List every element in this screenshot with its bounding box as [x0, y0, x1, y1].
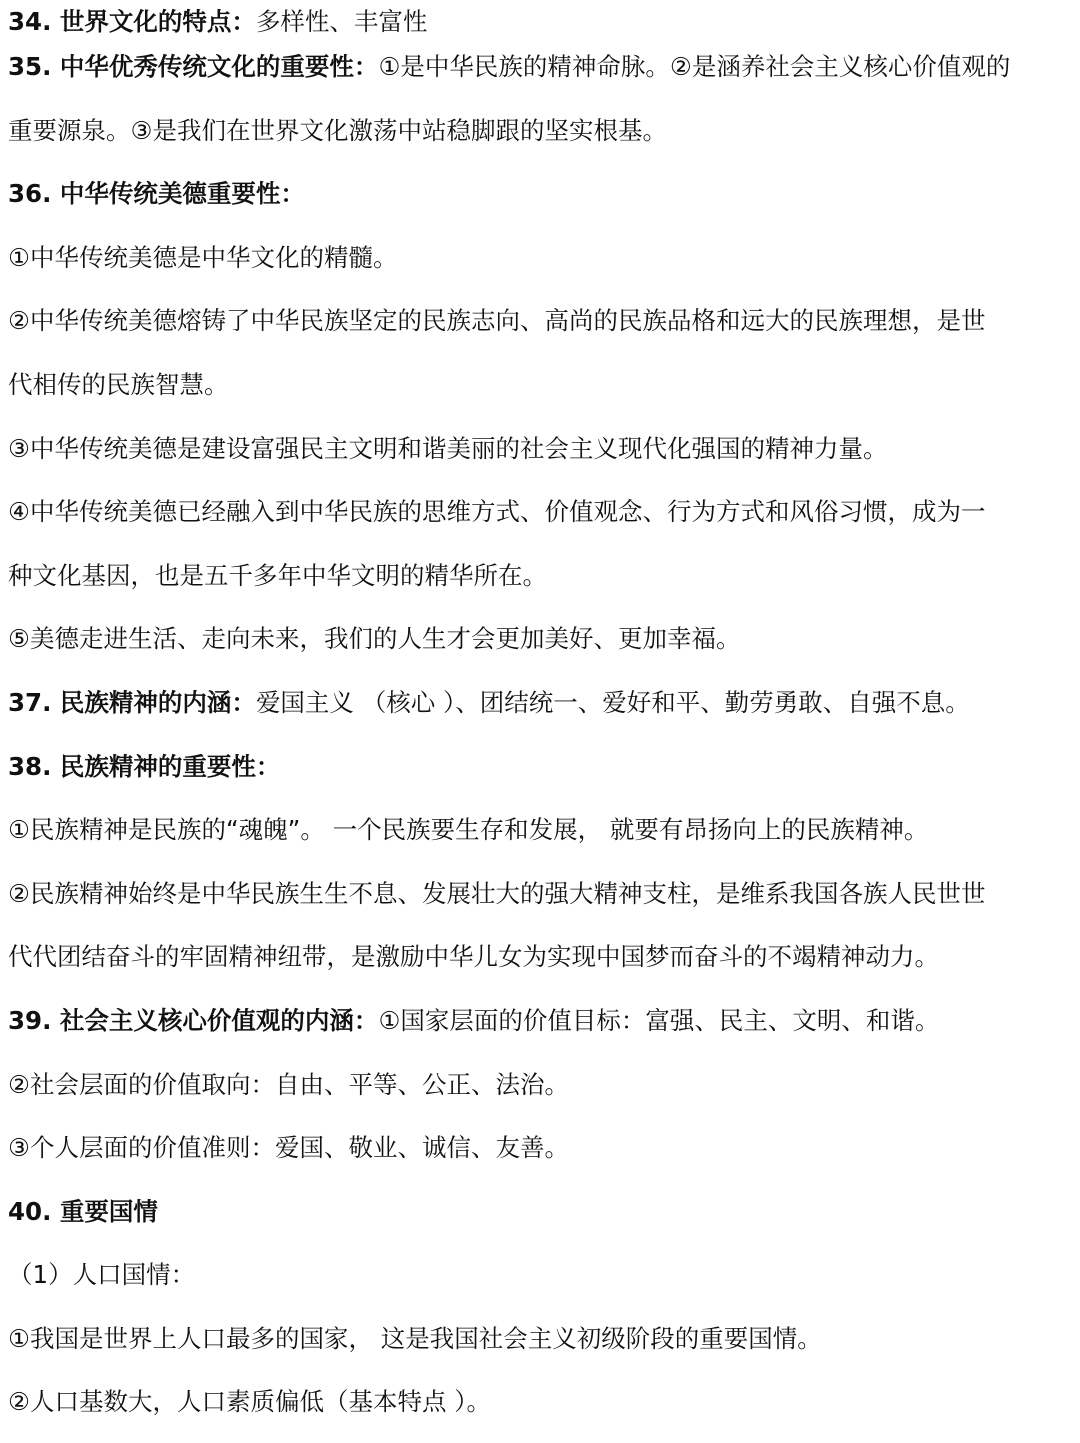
text-line [8, 998, 1074, 1062]
text-line [8, 489, 1074, 553]
text-line [8, 1252, 1074, 1316]
text-line [8, 553, 1074, 617]
text-line [8, 934, 1074, 998]
text-line [8, 680, 1074, 744]
item-heading: 39. 社会主义核心价值观的内涵： [8, 1005, 379, 1035]
item-text: 爱国主义 （核心 ）、团结统一、爱好和平、勤劳勇敢、自强不息。 [255, 687, 970, 717]
item-text: ②民族精神始终是中华民族生生不息、发展壮大的强大精神支柱，是维系我国各族人民世世 [8, 878, 986, 908]
text-line [8, 171, 1074, 235]
item-text: （1）人口国情： [8, 1260, 196, 1290]
text-line [8, 871, 1074, 935]
text-line [8, 235, 1074, 299]
item-text: 代代团结奋斗的牢固精神纽带，是激励中华儿女为实现中国梦而奋斗的不竭精神动力。 [8, 942, 939, 972]
text-line [8, 298, 1074, 362]
item-text: ①中华传统美德是中华文化的精髓。 [8, 242, 398, 272]
text-line [8, 616, 1074, 680]
text-line [8, 1189, 1074, 1253]
item-text: ②社会层面的价值取向：自由、平等、公正、法治。 [8, 1069, 569, 1099]
text-line [8, 426, 1074, 490]
text-line [8, 807, 1074, 871]
item-text: 代相传的民族智慧。 [8, 369, 229, 399]
text-line [8, 362, 1074, 426]
item-text: 重要源泉。③是我们在世界文化激荡中站稳脚跟的坚实根基。 [8, 115, 667, 145]
text-line [8, 0, 1074, 44]
item-text: ①我国是世界上人口最多的国家， 这是我国社会主义初级阶段的重要国情。 [8, 1323, 822, 1353]
text-line [8, 108, 1074, 172]
item-heading: 40. 重要国情 [8, 1196, 158, 1226]
item-text: ①民族精神是民族的“魂魄”。 一个民族要生存和发展， 就要有昂扬向上的民族精神。 [8, 815, 929, 845]
item-heading: 37. 民族精神的内涵： [8, 687, 256, 717]
item-heading: 36. 中华传统美德重要性： [8, 179, 305, 209]
item-heading: 38. 民族精神的重要性： [8, 751, 281, 781]
text-line [8, 1125, 1074, 1189]
item-text: ③中华传统美德是建设富强民主文明和谐美丽的社会主义现代化强国的精神力量。 [8, 433, 888, 463]
item-text: ③个人层面的价值准则：爱国、敬业、诚信、友善。 [8, 1133, 569, 1163]
item-heading: 35. 中华优秀传统文化的重要性： [8, 52, 379, 81]
text-line [8, 1316, 1074, 1380]
item-text: ①是中华民族的精神命脉。②是涵养社会主义核心价值观的 [378, 52, 1011, 81]
item-text: ②人口基数大，人口素质偏低（基本特点 ）。 [8, 1387, 491, 1417]
item-text: ①国家层面的价值目标：富强、民主、文明、和谐。 [378, 1005, 940, 1035]
item-text: ②中华传统美德熔铸了中华民族坚定的民族志向、高尚的民族品格和远大的民族理想，是世 [8, 306, 986, 336]
item-text: 多样性、丰富性 [255, 7, 428, 36]
text-line [8, 744, 1074, 808]
item-heading: 34. 世界文化的特点： [8, 7, 256, 36]
text-line [8, 1062, 1074, 1126]
text-line [8, 1379, 1074, 1443]
item-text: ④中华传统美德已经融入到中华民族的思维方式、价值观念、行为方式和风俗习惯，成为一 [8, 497, 986, 527]
item-text: 种文化基因，也是五千多年中华文明的精华所在。 [8, 560, 547, 590]
text-line [8, 44, 1074, 108]
item-text: ⑤美德走进生活、走向未来，我们的人生才会更加美好、更加幸福。 [8, 624, 741, 654]
